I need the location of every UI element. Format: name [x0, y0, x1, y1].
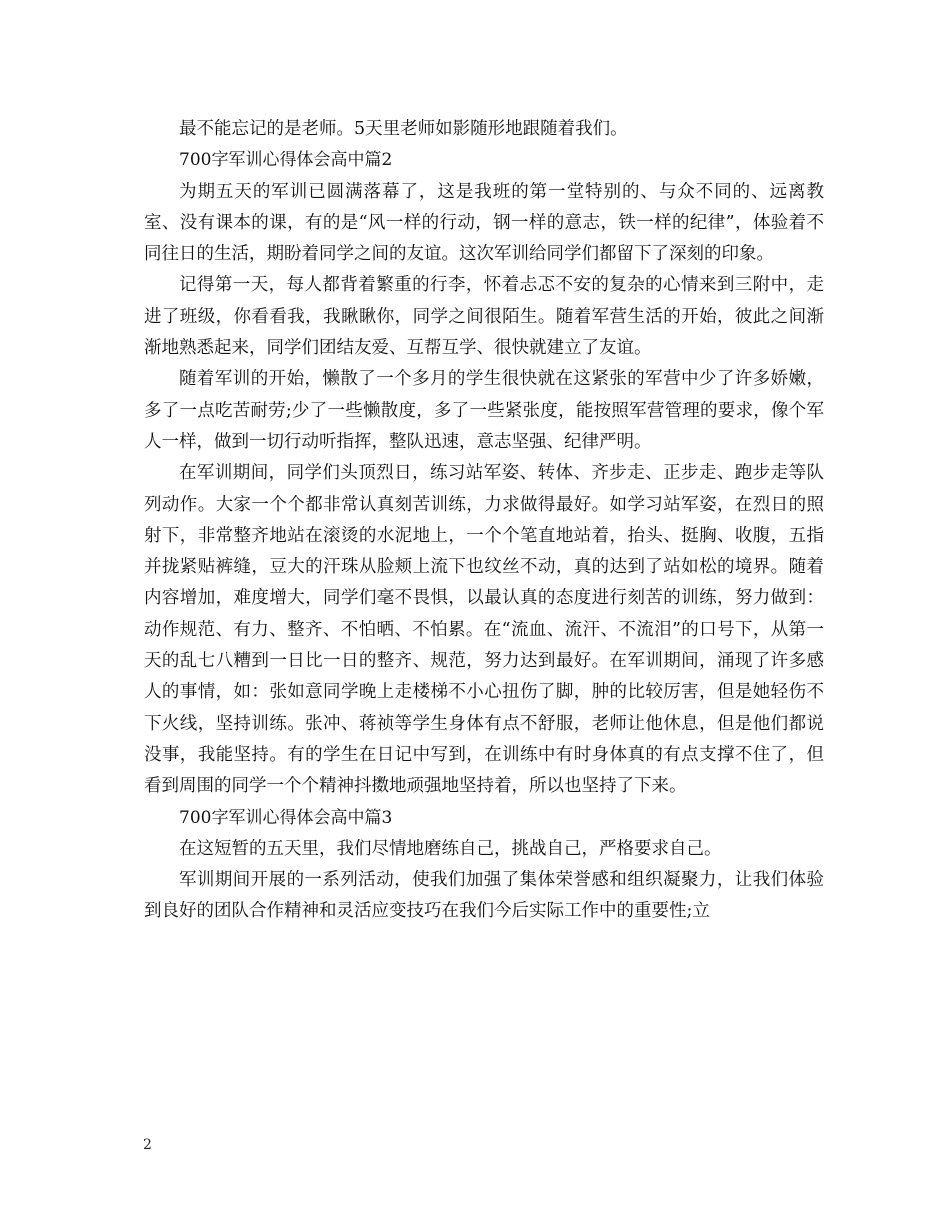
page-number: 2 — [143, 1137, 152, 1153]
paragraph: 随着军训的开始，懒散了一个多月的学生很快就在这紧张的军营中少了许多娇嫩，多了一点吃苦耐劳;少了一些懒散度，多了一些紧张度，能按照军营管理的要求，像个军人一样，做到一切行动听指挥，整队迅速，意志坚强、纪律严明。 — [144, 369, 824, 452]
paragraph-intro: 最不能忘记的是老师。5天里老师如影随形地跟随着我们。 — [179, 119, 628, 139]
paragraph: 为期五天的军训已圆满落幕了，这是我班的第一堂特别的、与众不同的、远离教室、没有课本的课，有的是“风一样的行动，钢一样的意志，铁一样的纪律”，体验着不同往日的生活，期盼着同学之间的友谊。这次军训给同学们都留下了深刻的印象。 — [144, 181, 824, 265]
section-heading-2: 700字军训心得体会高中篇2 — [179, 150, 393, 171]
paragraph: 记得第一天，每人都背着繁重的行李，怀着忐忑不安的复杂的心情来到三附中，走进了班级，你看看我，我瞅瞅你，同学之间很陌生。随着军营生活的开始，彼此之间渐渐地熟悉起来，同学们团结友爱、互帮互学、很快就建立了友谊。 — [144, 275, 824, 359]
paragraph: 在军训期间，同学们头顶烈日，练习站军姿、转体、齐步走、正步走、跑步走等队列动作。大家一个个都非常认真刻苦训练，力求做得最好。如学习站军姿，在烈日的照射下，非常整齐地站在滚烫的水泥地上，一个个笔直地站着，抬头、挺胸、收腹，五指并拢紧贴裤缝，豆大的汗珠从脸颊上流下也纹丝不动，真的达到了站如松的境界。随着内容增加，难度增大，同学们毫不畏惧，以最认真的态度进行刻苦的训练，努力做到：动作规范、有力、整齐、不怕晒、不怕累。在“流血、流汗、不流泪”的口号下，从第一天的乱七八糟到一日比一日的整齐、规范，努力达到最好。在军训期间，涌现了许多感人的事情，如：张如意同学晚上走楼梯不小心扭伤了脚，肿的比较厉害，但是她轻伤不下火线，坚持训练。张冲、蒋祯等学生身体有点不舒服，老师让他休息，但是他们都说没事，我能坚持。有的学生在日记中写到，在训练中有时身体真的有点支撑不住了，但看到周围的同学一个个精神抖擞地顽强地坚持着，所以也坚持了下来。 — [144, 463, 824, 797]
section-heading-3: 700字军训心得体会高中篇3 — [179, 807, 393, 828]
paragraph: 军训期间开展的一系列活动，使我们加强了集体荣誉感和组织凝聚力，让我们体验到良好的团队合作精神和灵活应变技巧在我们今后实际工作中的重要性;立 — [144, 870, 824, 922]
paragraph: 在这短暂的五天里，我们尽情地磨练自己，挑战自己，严格要求自己。 — [179, 838, 722, 859]
document-body — [144, 114, 824, 928]
